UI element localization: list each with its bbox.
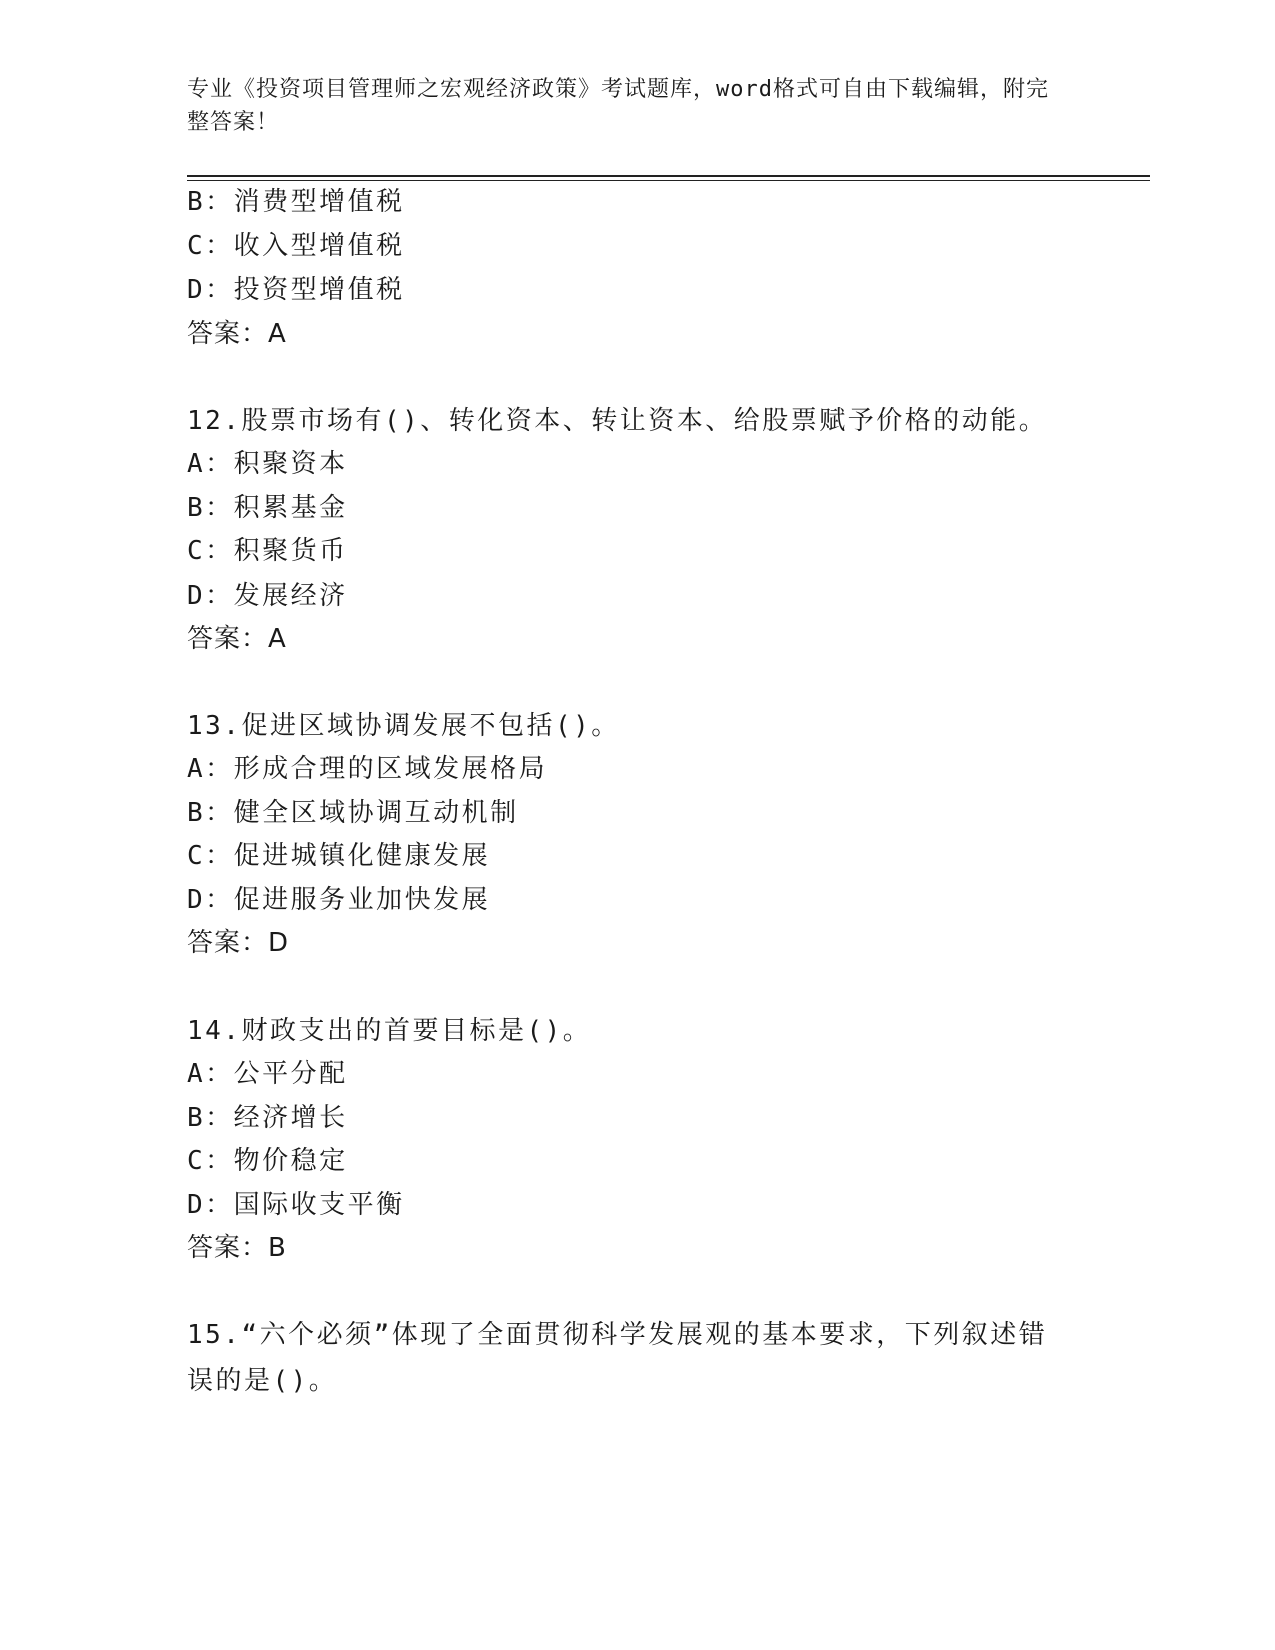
- question-15-stem: 15.“六个必须”体现了全面贯彻科学发展观的基本要求，下列叙述错误的是()。: [187, 1320, 1048, 1396]
- question-11-option-d: D：投资型增值税: [187, 275, 405, 305]
- question-12-option-a: A：积聚资本: [187, 449, 348, 479]
- question-13-stem: 13.促进区域协调发展不包括()。: [187, 711, 620, 741]
- question-12-option-d: D：发展经济: [187, 581, 348, 611]
- header-divider: [187, 175, 1150, 177]
- question-14-option-d: D：国际收支平衡: [187, 1190, 405, 1220]
- question-13-option-c: C：促进城镇化健康发展: [187, 841, 491, 871]
- question-14-option-b: B：经济增长: [187, 1103, 348, 1133]
- question-13-option-a: A：形成合理的区域发展格局: [187, 754, 548, 784]
- question-11-option-b: B：消费型增值税: [187, 187, 405, 217]
- question-14-option-a: A：公平分配: [187, 1059, 348, 1089]
- question-11-answer: 答案：A: [187, 319, 287, 349]
- question-13-answer: 答案：D: [187, 928, 290, 958]
- question-14-stem: 14.财政支出的首要目标是()。: [187, 1016, 592, 1046]
- question-14-answer: 答案：B: [187, 1233, 287, 1263]
- document-header: 专业《投资项目管理师之宏观经济政策》考试题库，word格式可自由下载编辑，附完整答案！: [187, 77, 1049, 135]
- question-11-option-c: C：收入型增值税: [187, 231, 405, 261]
- question-12-stem: 12.股票市场有()、转化资本、转让资本、给股票赋予价格的动能。: [187, 406, 1048, 436]
- question-12-answer: 答案：A: [187, 624, 287, 654]
- question-14-option-c: C：物价稳定: [187, 1146, 348, 1176]
- question-13-option-d: D：促进服务业加快发展: [187, 885, 491, 915]
- question-13-option-b: B：健全区域协调互动机制: [187, 798, 519, 828]
- question-12-option-c: C：积聚货币: [187, 536, 348, 566]
- question-12-option-b: B：积累基金: [187, 493, 348, 523]
